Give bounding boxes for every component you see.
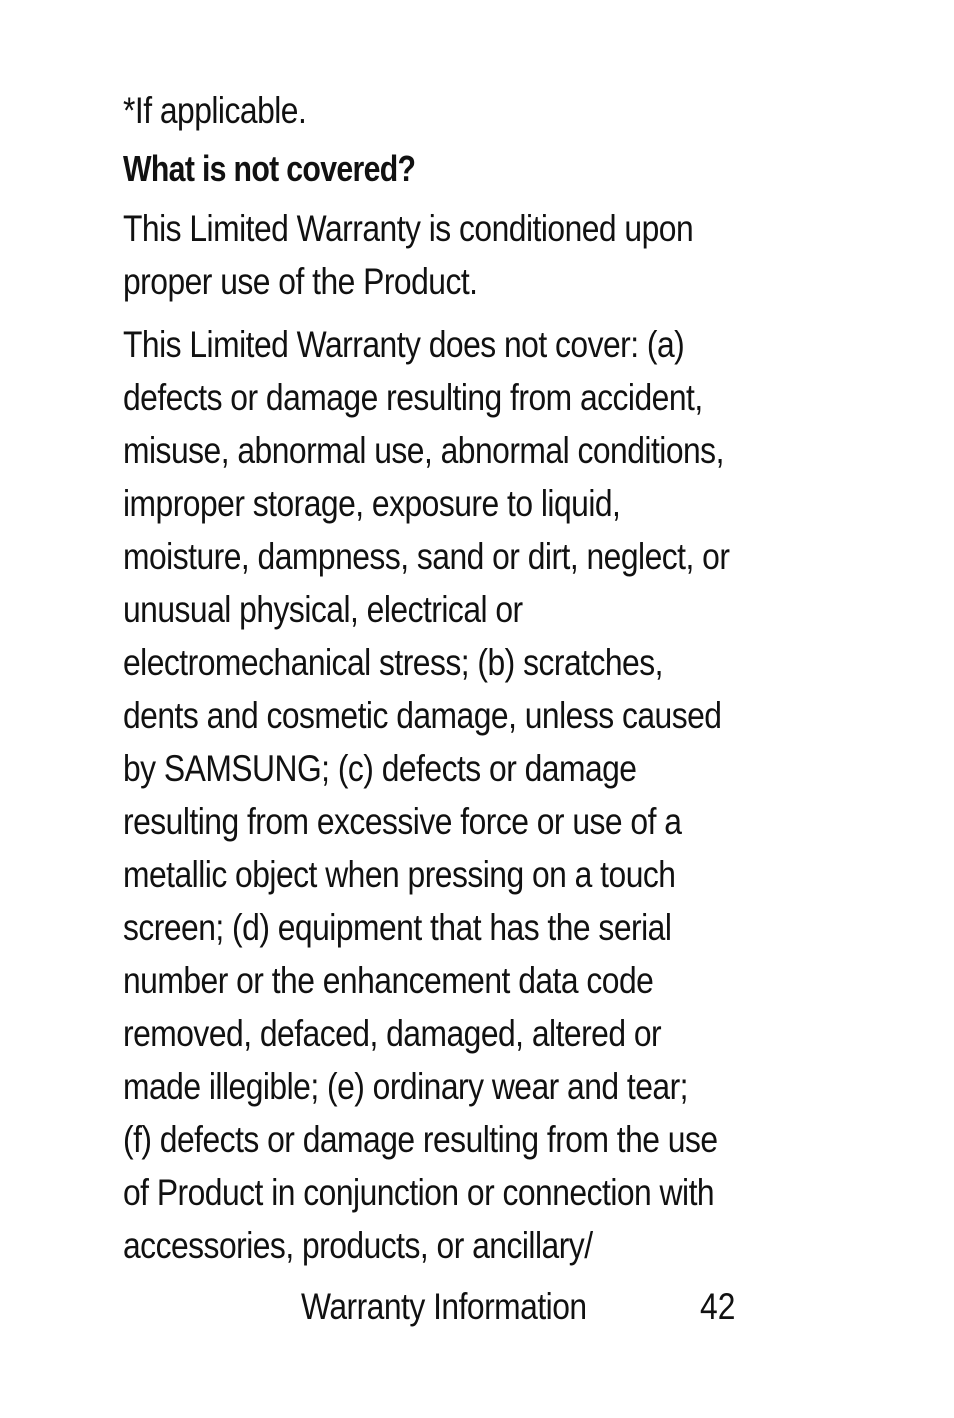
paragraph-line: moisture, dampness, sand or dirt, neglect, or: [123, 536, 730, 577]
paragraph-line: This Limited Warranty does not cover: (a): [123, 324, 685, 365]
paragraph-line: electromechanical stress; (b) scratches,: [123, 642, 663, 683]
section-heading: What is not covered?: [123, 148, 416, 189]
paragraph-exclusions: [123, 318, 823, 1272]
paragraph-line: dents and cosmetic damage, unless caused: [123, 695, 722, 736]
paragraph-line: removed, defaced, damaged, altered or: [123, 1013, 662, 1054]
page-number: 42: [700, 1286, 736, 1327]
paragraph-line: misuse, abnormal use, abnormal conditions,: [123, 430, 724, 471]
paragraph-line: accessories, products, or ancillary/: [123, 1225, 593, 1266]
paragraph-line: by SAMSUNG; (c) defects or damage: [123, 748, 637, 789]
intro-note: *If applicable.: [123, 90, 307, 131]
paragraph-line: of Product in conjunction or connection with: [123, 1172, 715, 1213]
paragraph-line: improper storage, exposure to liquid,: [123, 483, 621, 524]
paragraph-conditions: [123, 202, 823, 308]
paragraph-line: number or the enhancement data code: [123, 960, 654, 1001]
paragraph-line: made illegible; (e) ordinary wear and tear;: [123, 1066, 689, 1107]
paragraph-line: This Limited Warranty is conditioned upon: [123, 208, 694, 249]
paragraph-line: screen; (d) equipment that has the serial: [123, 907, 672, 948]
paragraph-line: metallic object when pressing on a touch: [123, 854, 676, 895]
paragraph-line: (f) defects or damage resulting from the use: [123, 1119, 718, 1160]
paragraph-line: proper use of the Product.: [123, 261, 478, 302]
page-content: [123, 84, 823, 1282]
paragraph-line: unusual physical, electrical or: [123, 589, 523, 630]
paragraph-line: defects or damage resulting from accident,: [123, 377, 703, 418]
page-footer: [0, 1282, 954, 1332]
paragraph-line: resulting from excessive force or use of a: [123, 801, 682, 842]
footer-section-title: Warranty Information: [301, 1286, 587, 1327]
